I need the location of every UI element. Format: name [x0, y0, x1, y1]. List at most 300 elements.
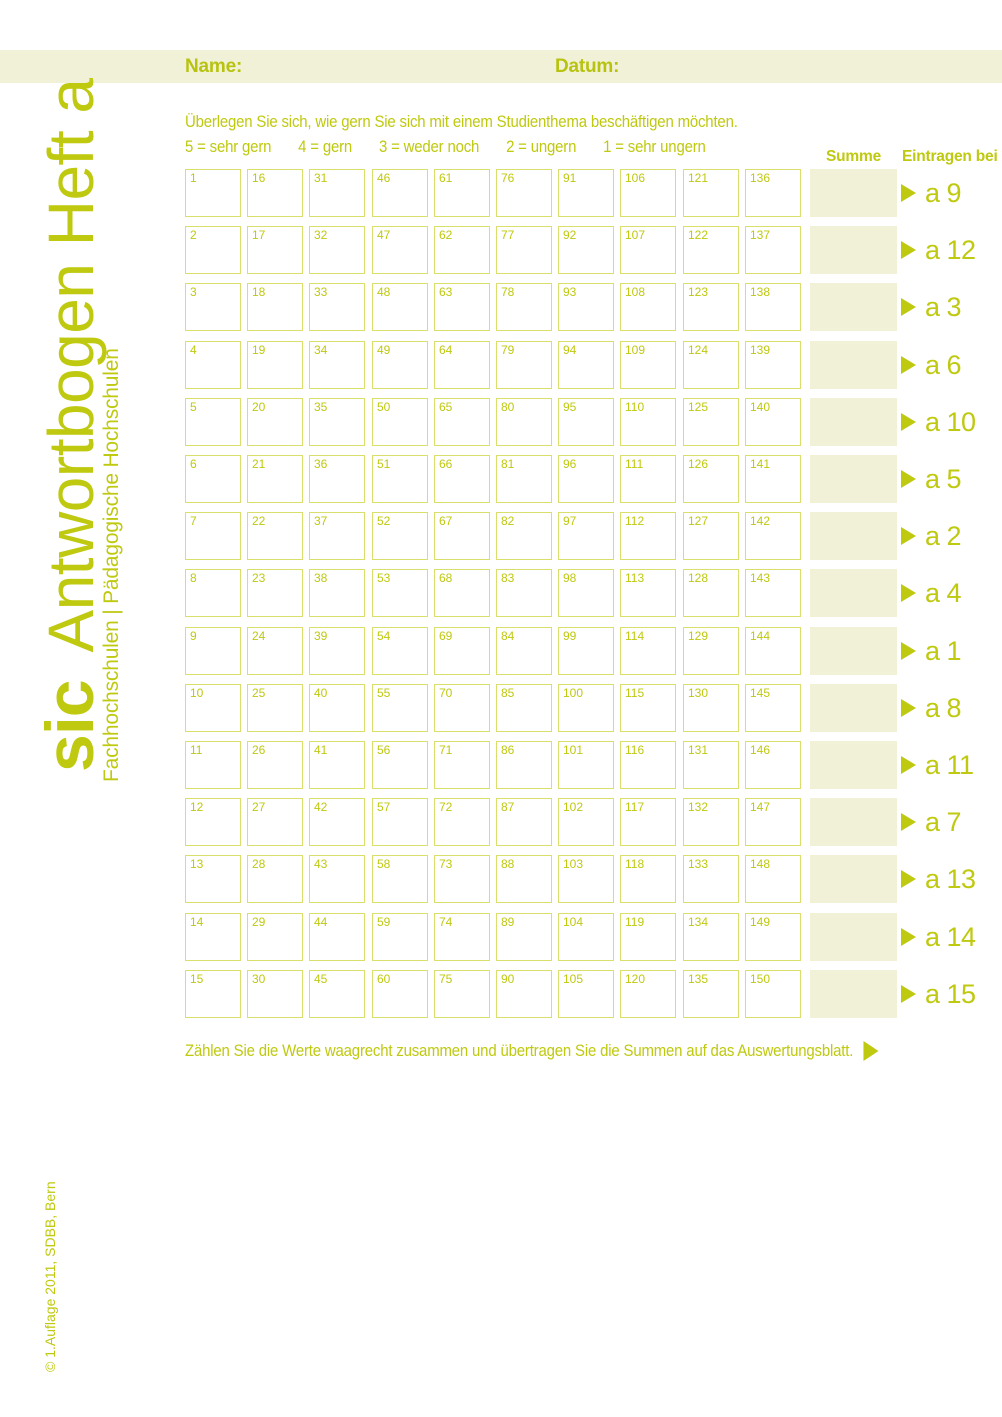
answer-box-number: 69 — [439, 629, 453, 643]
answer-box-number: 136 — [750, 171, 771, 185]
answer-box-number: 11 — [190, 743, 203, 757]
answer-box-3[interactable] — [185, 283, 241, 331]
answer-box-141[interactable] — [745, 455, 801, 503]
answer-box-123[interactable] — [683, 283, 739, 331]
answer-box-number: 138 — [750, 285, 771, 299]
answer-box-number: 90 — [501, 972, 515, 986]
answer-box-35[interactable] — [309, 398, 365, 446]
answer-box-145[interactable] — [745, 684, 801, 732]
answer-box-91[interactable] — [558, 169, 614, 217]
answer-box-31[interactable] — [309, 169, 365, 217]
answer-box-108[interactable] — [620, 283, 676, 331]
target-label-row — [901, 226, 976, 274]
arrow-right-icon — [901, 870, 916, 888]
answer-box-83[interactable] — [496, 569, 552, 617]
answer-box-125[interactable] — [683, 398, 739, 446]
answer-box-37[interactable] — [309, 512, 365, 560]
answer-box-number: 29 — [252, 915, 266, 929]
answer-box-81[interactable] — [496, 455, 552, 503]
answer-box-number: 116 — [625, 743, 645, 757]
answer-box-112[interactable] — [620, 512, 676, 560]
target-label: a 12 — [925, 234, 976, 265]
answer-box-42[interactable] — [309, 798, 365, 846]
answer-box-114[interactable] — [620, 627, 676, 675]
answer-box-number: 78 — [501, 285, 515, 299]
answer-box-38[interactable] — [309, 569, 365, 617]
summe-box[interactable] — [810, 627, 897, 675]
answer-box-number: 70 — [439, 686, 453, 700]
target-label: a 6 — [925, 349, 962, 380]
answer-box-28[interactable] — [247, 855, 303, 903]
answer-box-104[interactable] — [558, 913, 614, 961]
answer-box-77[interactable] — [496, 226, 552, 274]
answer-box-64[interactable] — [434, 341, 490, 389]
answer-box-number: 117 — [625, 800, 645, 814]
answer-box-number: 150 — [750, 972, 771, 986]
answer-box-number: 39 — [314, 629, 328, 643]
answer-box-87[interactable] — [496, 798, 552, 846]
summe-box[interactable] — [810, 569, 897, 617]
answer-row — [0, 627, 1002, 675]
answer-box-147[interactable] — [745, 798, 801, 846]
answer-box-56[interactable] — [372, 741, 428, 789]
answer-box-number: 118 — [625, 857, 645, 871]
answer-box-48[interactable] — [372, 283, 428, 331]
target-label-row — [901, 169, 961, 217]
answer-box-number: 119 — [625, 915, 645, 929]
answer-box-number: 132 — [688, 800, 709, 814]
summe-box[interactable] — [810, 798, 897, 846]
answer-box-number: 55 — [377, 686, 391, 700]
answer-row — [0, 569, 1002, 617]
answer-box-25[interactable] — [247, 684, 303, 732]
answer-box-66[interactable] — [434, 455, 490, 503]
answer-box-138[interactable] — [745, 283, 801, 331]
answer-box-76[interactable] — [496, 169, 552, 217]
answer-row — [0, 512, 1002, 560]
summe-box[interactable] — [810, 913, 897, 961]
answer-box-115[interactable] — [620, 684, 676, 732]
answer-box-14[interactable] — [185, 913, 241, 961]
answer-box-120[interactable] — [620, 970, 676, 1018]
answer-box-148[interactable] — [745, 855, 801, 903]
answer-box-number: 34 — [314, 343, 328, 357]
answer-box-number: 145 — [750, 686, 771, 700]
answer-box-69[interactable] — [434, 627, 490, 675]
answer-box-73[interactable] — [434, 855, 490, 903]
answer-box-128[interactable] — [683, 569, 739, 617]
answer-box-24[interactable] — [247, 627, 303, 675]
target-label: a 1 — [925, 635, 962, 666]
answer-box-92[interactable] — [558, 226, 614, 274]
answer-box-63[interactable] — [434, 283, 490, 331]
answer-box-55[interactable] — [372, 684, 428, 732]
answer-box-number: 124 — [688, 343, 709, 357]
answer-box-51[interactable] — [372, 455, 428, 503]
answer-box-number: 98 — [563, 571, 577, 585]
answer-box-99[interactable] — [558, 627, 614, 675]
answer-box-58[interactable] — [372, 855, 428, 903]
answer-box-150[interactable] — [745, 970, 801, 1018]
answer-box-number: 85 — [501, 686, 515, 700]
copyright-note: © 1.Auflage 2011, SDBB, Bern — [42, 1181, 58, 1372]
answer-box-number: 125 — [688, 400, 709, 414]
answer-box-43[interactable] — [309, 855, 365, 903]
answer-box-number: 19 — [252, 343, 266, 357]
answer-box-139[interactable] — [745, 341, 801, 389]
answer-box-number: 15 — [190, 972, 204, 986]
footer-instruction-line — [185, 1041, 879, 1061]
answer-box-10[interactable] — [185, 684, 241, 732]
answer-box-number: 28 — [252, 857, 266, 871]
target-label: a 9 — [925, 177, 962, 208]
answer-box-122[interactable] — [683, 226, 739, 274]
answer-box-number: 142 — [750, 514, 771, 528]
answer-box-number: 80 — [501, 400, 515, 414]
target-label: a 5 — [925, 463, 962, 494]
answer-box-70[interactable] — [434, 684, 490, 732]
answer-box-85[interactable] — [496, 684, 552, 732]
answer-box-number: 7 — [190, 514, 197, 528]
answer-box-number: 105 — [563, 972, 584, 986]
answer-box-60[interactable] — [372, 970, 428, 1018]
answer-box-26[interactable] — [247, 741, 303, 789]
answer-box-number: 111 — [625, 457, 644, 471]
answer-box-number: 27 — [252, 800, 266, 814]
answer-box-number: 40 — [314, 686, 328, 700]
answer-box-number: 102 — [563, 800, 584, 814]
answer-box-number: 94 — [563, 343, 577, 357]
answer-box-96[interactable] — [558, 455, 614, 503]
answer-row — [0, 741, 1002, 789]
answer-row — [0, 913, 1002, 961]
answer-box-number: 9 — [190, 629, 197, 643]
answer-box-90[interactable] — [496, 970, 552, 1018]
answer-box-126[interactable] — [683, 455, 739, 503]
answer-box-number: 36 — [314, 457, 328, 471]
answer-box-97[interactable] — [558, 512, 614, 560]
answer-box-80[interactable] — [496, 398, 552, 446]
target-label-row — [901, 569, 961, 617]
answer-box-116[interactable] — [620, 741, 676, 789]
answer-box-44[interactable] — [309, 913, 365, 961]
answer-box-number: 112 — [625, 514, 645, 528]
answer-box-number: 48 — [377, 285, 391, 299]
target-label: a 15 — [925, 978, 976, 1009]
answer-box-number: 113 — [625, 571, 645, 585]
answer-box-130[interactable] — [683, 684, 739, 732]
answer-box-7[interactable] — [185, 512, 241, 560]
answer-box-129[interactable] — [683, 627, 739, 675]
arrow-right-icon — [901, 756, 916, 774]
answer-box-137[interactable] — [745, 226, 801, 274]
answer-box-number: 134 — [688, 915, 709, 929]
sic-logo: sic — [32, 680, 108, 772]
answer-box-67[interactable] — [434, 512, 490, 560]
target-label: a 11 — [925, 749, 974, 780]
answer-box-86[interactable] — [496, 741, 552, 789]
answer-box-110[interactable] — [620, 398, 676, 446]
answer-box-118[interactable] — [620, 855, 676, 903]
rating-scale-legend — [185, 135, 738, 160]
answer-box-95[interactable] — [558, 398, 614, 446]
answer-box-number: 72 — [439, 800, 453, 814]
answer-box-36[interactable] — [309, 455, 365, 503]
answer-box-number: 24 — [252, 629, 266, 643]
answer-box-144[interactable] — [745, 627, 801, 675]
answer-box-number: 92 — [563, 228, 577, 242]
answer-box-number: 22 — [252, 514, 266, 528]
answer-row — [0, 169, 1002, 217]
answer-box-number: 32 — [314, 228, 328, 242]
answer-box-number: 13 — [190, 857, 204, 871]
answer-box-number: 97 — [563, 514, 577, 528]
answer-box-101[interactable] — [558, 741, 614, 789]
answer-box-105[interactable] — [558, 970, 614, 1018]
answer-box-2[interactable] — [185, 226, 241, 274]
answer-grid — [0, 169, 1002, 1018]
answer-box-19[interactable] — [247, 341, 303, 389]
summe-box[interactable] — [810, 970, 897, 1018]
answer-row — [0, 855, 1002, 903]
answer-box-number: 89 — [501, 915, 515, 929]
answer-box-94[interactable] — [558, 341, 614, 389]
answer-box-number: 57 — [377, 800, 391, 814]
answer-box-39[interactable] — [309, 627, 365, 675]
answer-box-135[interactable] — [683, 970, 739, 1018]
answer-box-number: 66 — [439, 457, 453, 471]
summe-box[interactable] — [810, 512, 897, 560]
answer-box-8[interactable] — [185, 569, 241, 617]
summe-box[interactable] — [810, 398, 897, 446]
answer-box-78[interactable] — [496, 283, 552, 331]
summe-box[interactable] — [810, 341, 897, 389]
instruction-line: Überlegen Sie sich, wie gern Sie sich mit einem Studienthema beschäftigen möchten. — [185, 112, 738, 131]
answer-box-74[interactable] — [434, 913, 490, 961]
answer-box-number: 104 — [563, 915, 584, 929]
answer-box-40[interactable] — [309, 684, 365, 732]
answer-row — [0, 455, 1002, 503]
answer-box-61[interactable] — [434, 169, 490, 217]
answer-box-number: 61 — [439, 171, 453, 185]
answer-box-number: 26 — [252, 743, 266, 757]
arrow-right-icon — [901, 241, 916, 259]
answer-box-12[interactable] — [185, 798, 241, 846]
answer-box-71[interactable] — [434, 741, 490, 789]
answer-box-146[interactable] — [745, 741, 801, 789]
answer-box-9[interactable] — [185, 627, 241, 675]
answer-box-number: 135 — [688, 972, 709, 986]
target-label-row — [901, 798, 961, 846]
answer-box-41[interactable] — [309, 741, 365, 789]
answer-box-109[interactable] — [620, 341, 676, 389]
target-label: a 8 — [925, 692, 962, 723]
answer-box-143[interactable] — [745, 569, 801, 617]
summe-box[interactable] — [810, 684, 897, 732]
answer-box-124[interactable] — [683, 341, 739, 389]
answer-box-89[interactable] — [496, 913, 552, 961]
answer-box-33[interactable] — [309, 283, 365, 331]
scale-item-5: 5 = sehr gern — [185, 136, 272, 156]
target-label-row — [901, 341, 961, 389]
answer-box-number: 131 — [688, 743, 709, 757]
answer-box-106[interactable] — [620, 169, 676, 217]
answer-box-number: 91 — [563, 171, 577, 185]
answer-box-132[interactable] — [683, 798, 739, 846]
answer-box-82[interactable] — [496, 512, 552, 560]
answer-box-102[interactable] — [558, 798, 614, 846]
answer-box-100[interactable] — [558, 684, 614, 732]
answer-box-17[interactable] — [247, 226, 303, 274]
answer-box-113[interactable] — [620, 569, 676, 617]
answer-box-number: 73 — [439, 857, 453, 871]
summe-box[interactable] — [810, 741, 897, 789]
target-label: a 3 — [925, 291, 962, 322]
summe-box[interactable] — [810, 169, 897, 217]
answer-box-127[interactable] — [683, 512, 739, 560]
answer-box-number: 114 — [625, 629, 645, 643]
summe-box[interactable] — [810, 226, 897, 274]
answer-box-16[interactable] — [247, 169, 303, 217]
answer-box-number: 88 — [501, 857, 515, 871]
answer-box-65[interactable] — [434, 398, 490, 446]
page-title: Antwortbogen Heft a — [35, 78, 107, 653]
answer-row — [0, 398, 1002, 446]
answer-box-number: 143 — [750, 571, 771, 585]
answer-row — [0, 283, 1002, 331]
answer-box-number: 3 — [190, 285, 197, 299]
answer-box-number: 51 — [377, 457, 391, 471]
answer-box-53[interactable] — [372, 569, 428, 617]
answer-box-number: 87 — [501, 800, 515, 814]
answer-box-23[interactable] — [247, 569, 303, 617]
answer-box-68[interactable] — [434, 569, 490, 617]
answer-box-number: 63 — [439, 285, 453, 299]
answer-box-number: 95 — [563, 400, 577, 414]
answer-box-103[interactable] — [558, 855, 614, 903]
target-label: a 4 — [925, 577, 962, 608]
answer-box-34[interactable] — [309, 341, 365, 389]
target-label-row — [901, 512, 961, 560]
summe-column-header: Summe — [826, 148, 881, 165]
answer-box-29[interactable] — [247, 913, 303, 961]
target-label-row — [901, 455, 961, 503]
answer-box-50[interactable] — [372, 398, 428, 446]
answer-box-119[interactable] — [620, 913, 676, 961]
answer-box-62[interactable] — [434, 226, 490, 274]
arrow-right-icon — [901, 356, 916, 374]
arrow-right-icon — [901, 642, 916, 660]
answer-box-5[interactable] — [185, 398, 241, 446]
answer-box-134[interactable] — [683, 913, 739, 961]
answer-box-number: 45 — [314, 972, 328, 986]
answer-box-133[interactable] — [683, 855, 739, 903]
answer-box-6[interactable] — [185, 455, 241, 503]
answer-box-72[interactable] — [434, 798, 490, 846]
answer-box-142[interactable] — [745, 512, 801, 560]
footer-instruction: Zählen Sie die Werte waagrecht zusammen und übertragen Sie die Summen auf das Auswertungsblatt. — [185, 1041, 854, 1060]
answer-box-49[interactable] — [372, 341, 428, 389]
answer-box-52[interactable] — [372, 512, 428, 560]
answer-box-117[interactable] — [620, 798, 676, 846]
answer-box-number: 43 — [314, 857, 328, 871]
answer-box-149[interactable] — [745, 913, 801, 961]
answer-box-number: 60 — [377, 972, 391, 986]
answer-box-46[interactable] — [372, 169, 428, 217]
answer-box-75[interactable] — [434, 970, 490, 1018]
answer-box-number: 58 — [377, 857, 391, 871]
answer-box-number: 21 — [252, 457, 266, 471]
answer-box-number: 50 — [377, 400, 391, 414]
answer-box-21[interactable] — [247, 455, 303, 503]
answer-box-18[interactable] — [247, 283, 303, 331]
answer-box-number: 86 — [501, 743, 515, 757]
answer-box-number: 115 — [625, 686, 645, 700]
answer-box-number: 23 — [252, 571, 266, 585]
answer-box-84[interactable] — [496, 627, 552, 675]
answer-box-30[interactable] — [247, 970, 303, 1018]
answer-box-27[interactable] — [247, 798, 303, 846]
answer-box-98[interactable] — [558, 569, 614, 617]
target-label-row — [901, 283, 961, 331]
answer-box-1[interactable] — [185, 169, 241, 217]
answer-box-15[interactable] — [185, 970, 241, 1018]
answer-box-number: 100 — [563, 686, 584, 700]
answer-box-number: 38 — [314, 571, 328, 585]
target-label: a 14 — [925, 921, 976, 952]
answer-box-121[interactable] — [683, 169, 739, 217]
arrow-right-icon — [901, 928, 916, 946]
answer-box-79[interactable] — [496, 341, 552, 389]
answer-box-number: 82 — [501, 514, 515, 528]
answer-box-11[interactable] — [185, 741, 241, 789]
answer-box-93[interactable] — [558, 283, 614, 331]
answer-box-47[interactable] — [372, 226, 428, 274]
answer-box-20[interactable] — [247, 398, 303, 446]
answer-box-22[interactable] — [247, 512, 303, 560]
answer-box-13[interactable] — [185, 855, 241, 903]
answer-box-136[interactable] — [745, 169, 801, 217]
answer-box-140[interactable] — [745, 398, 801, 446]
summe-box[interactable] — [810, 455, 897, 503]
summe-box[interactable] — [810, 283, 897, 331]
answer-box-4[interactable] — [185, 341, 241, 389]
target-label: a 10 — [925, 406, 976, 437]
answer-box-32[interactable] — [309, 226, 365, 274]
answer-box-111[interactable] — [620, 455, 676, 503]
answer-box-number: 84 — [501, 629, 515, 643]
answer-box-number: 71 — [439, 743, 453, 757]
answer-box-number: 1 — [190, 171, 197, 185]
summe-box[interactable] — [810, 855, 897, 903]
answer-row — [0, 226, 1002, 274]
answer-box-88[interactable] — [496, 855, 552, 903]
answer-box-number: 65 — [439, 400, 453, 414]
arrow-right-icon — [864, 1041, 879, 1061]
answer-box-107[interactable] — [620, 226, 676, 274]
answer-box-number: 148 — [750, 857, 771, 871]
answer-box-54[interactable] — [372, 627, 428, 675]
answer-box-number: 77 — [501, 228, 515, 242]
answer-box-number: 106 — [625, 171, 646, 185]
answer-box-45[interactable] — [309, 970, 365, 1018]
answer-box-57[interactable] — [372, 798, 428, 846]
target-label-row — [901, 913, 976, 961]
answer-box-59[interactable] — [372, 913, 428, 961]
answer-box-number: 62 — [439, 228, 453, 242]
answer-box-131[interactable] — [683, 741, 739, 789]
answer-row — [0, 684, 1002, 732]
